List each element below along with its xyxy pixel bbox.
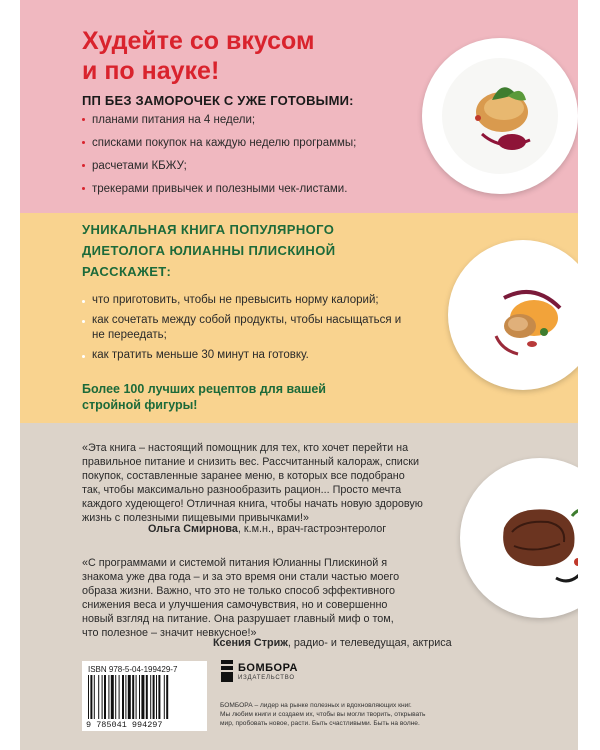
author-role: , радио- и телеведущая, актриса [287, 637, 452, 649]
quote-line: «С программами и системой питания Юлианны Плискиной я [82, 557, 388, 569]
barcode-bar [166, 675, 168, 719]
quote-line: каждого худеющего! Отличная книга, чтобы начать новую здоровую [82, 498, 423, 510]
review-author-1 [148, 523, 386, 535]
book-back-cover [20, 0, 578, 750]
barcode-bars-icon [88, 675, 201, 719]
barcode-bar [153, 675, 155, 719]
barcode-bar [94, 675, 95, 719]
review-quote-1 [82, 441, 462, 525]
author-role: , к.м.н., врач-гастроэнтеролог [237, 523, 387, 535]
isbn-label: ISBN 978-5-04-199429-7 [88, 665, 178, 674]
barcode-bar [88, 675, 89, 719]
list-item: расчетами КБЖУ; [82, 157, 356, 180]
plate-steak-image [460, 458, 578, 618]
quote-line: жизнь с полезными пищевыми привычками!» [82, 512, 310, 524]
barcode-bar [132, 675, 134, 719]
barcode [82, 661, 207, 731]
quote-line: правильное питание и снизить вес. Рассчитанный калораж, списки [82, 456, 419, 468]
barcode-bar [108, 675, 109, 719]
review-author-2 [213, 637, 452, 649]
title-line-2: и по науке! [82, 57, 220, 85]
barcode-bar [125, 675, 126, 719]
barcode-bar [128, 675, 131, 719]
review-quote-2 [82, 556, 462, 640]
barcode-bar [164, 675, 165, 719]
book-intro-heading [82, 219, 412, 282]
barcode-bar [119, 675, 120, 719]
list-item: трекерами привычек и полезными чек-листами. [82, 180, 356, 203]
barcode-bar [150, 675, 151, 719]
promo-line-2: стройной фигуры! [82, 398, 198, 412]
quote-line: образа жизни. Важно, что это не только способ эффективного [82, 585, 395, 597]
list-item: что приготовить, чтобы не превысить норму калорий; [82, 293, 412, 308]
title-line-1: Худейте со вкусом [82, 27, 315, 55]
intro-line-2: ДИЕТОЛОГА ЮЛИАННЫ ПЛИСКИНОЙ [82, 243, 336, 258]
publisher-name: БОМБОРА [238, 662, 298, 674]
barcode-bar [98, 675, 99, 719]
quote-line: так, чтобы максимально разнообразить рацион... Просто мечта [82, 484, 402, 496]
intro-line-1: УНИКАЛЬНАЯ КНИГА ПОПУЛЯРНОГО [82, 222, 335, 237]
quote-line: снижения веса и улучшения самочувствия, но и совершенно [82, 599, 388, 611]
quote-line: знакома уже два года – и за это время они стали частью моего [82, 571, 400, 583]
publisher-logo [220, 660, 320, 688]
barcode-bar [102, 675, 103, 719]
quote-line: «Эта книга – настоящий помощник для тех, кто хочет перейти на [82, 442, 409, 454]
barcode-bar [139, 675, 140, 719]
features-list [82, 111, 356, 203]
barcode-bar [136, 675, 137, 719]
quote-line: покупок, составленные заранее меню, в которых все подобрано [82, 470, 405, 482]
intro-line-3: РАССКАЖЕТ: [82, 264, 172, 279]
note-line-2: Мы любим книги и создаем их, чтобы вы могли творить, открывать [220, 711, 426, 718]
note-line-3: мир, пробовать новое, расти. Быть счастливыми. Быть на волне. [220, 720, 420, 727]
plate-fish-image [448, 240, 578, 390]
barcode-bar [158, 675, 160, 719]
author-name: Ольга Смирнова [148, 523, 238, 535]
publisher-subtitle: ИЗДАТЕЛЬСТВО [238, 675, 295, 681]
main-title [82, 26, 314, 86]
barcode-bar [146, 675, 148, 719]
barcode-bar [90, 675, 92, 719]
list-item: списками покупок на каждую неделю программы; [82, 134, 356, 157]
barcode-number: 9 785041 994297 [86, 720, 163, 730]
list-item: как сочетать между собой продукты, чтобы насыщаться и не переедать; [82, 313, 412, 343]
plate-salmon-image [422, 38, 578, 194]
quote-line: что полезное – значит невкусное!» [82, 627, 257, 639]
list-item: как тратить меньше 30 минут на готовку. [82, 348, 412, 363]
list-item: планами питания на 4 недели; [82, 111, 356, 134]
barcode-bar [141, 675, 144, 719]
barcode-bar [115, 675, 116, 719]
barcode-bar [156, 675, 157, 719]
barcode-bar [104, 675, 106, 719]
recipes-promo [82, 381, 382, 413]
author-name: Ксения Стриж [213, 637, 288, 649]
quote-line: новый взгляд на питание. Она разрушает главный миф о том, [82, 613, 394, 625]
features-heading: ПП БЕЗ ЗАМОРОЧЕК С УЖЕ ГОТОВЫМИ: [82, 93, 354, 108]
note-line-1: БОМБОРА – лидер на рынке полезных и вдохновляющих книг. [220, 702, 412, 709]
barcode-bar [111, 675, 114, 719]
promo-line-1: Более 100 лучших рецептов для вашей [82, 382, 326, 396]
publisher-note [220, 701, 480, 728]
benefits-list [82, 293, 412, 368]
barcode-bar [122, 675, 124, 719]
bombora-mark-icon [220, 660, 234, 682]
